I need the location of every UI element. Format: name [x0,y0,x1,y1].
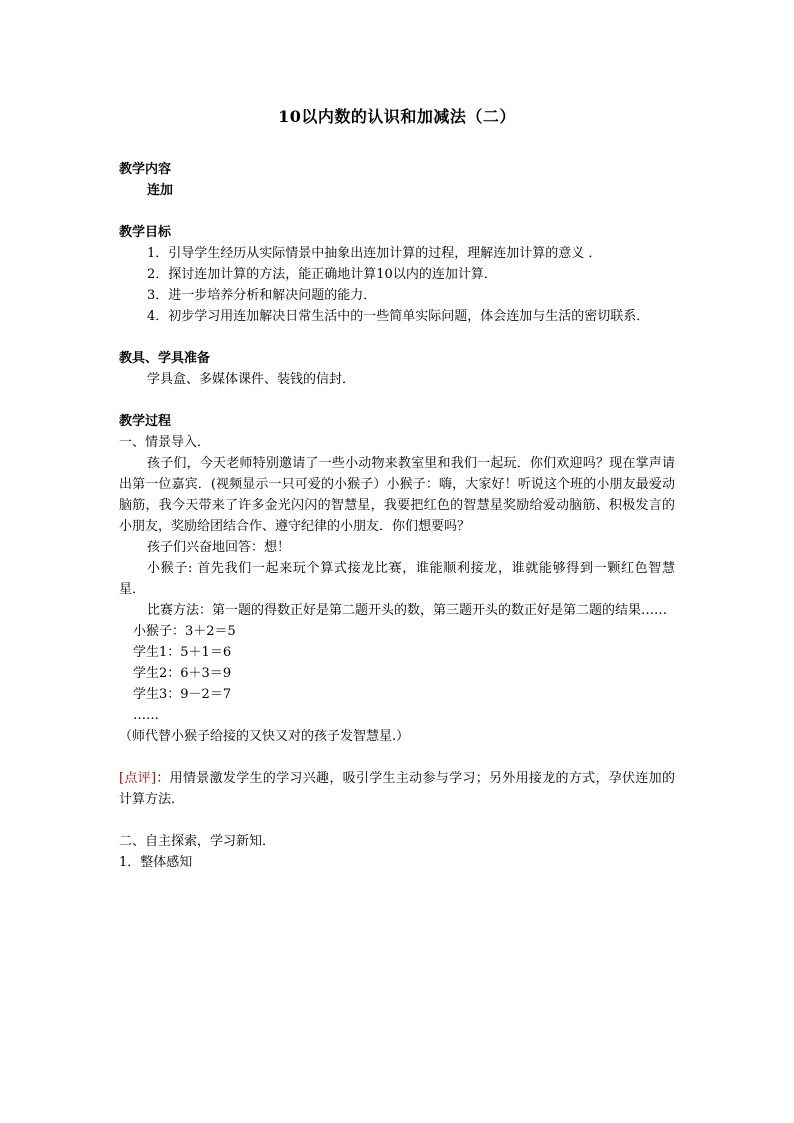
section-heading-process: 教学过程 [119,414,172,429]
tools-body: 学具盒、多媒体课件、装钱的信封． [147,372,356,387]
step-2-title: 二、自主探索，学习新知． [119,834,276,849]
equation-line: 学生2：6＋3＝9 [133,666,232,681]
comment-label: [点评] [119,771,157,786]
equation-line: …… [133,708,159,723]
spacer [119,747,675,768]
paragraph: 比赛方法：第一题的得数正好是第二题开头的数，第三题开头的数正好是第二题的结果…… [147,603,668,618]
equation-line: 学生1：5＋1＝6 [133,645,232,660]
teacher-note: （师代替小猴子给接的又快又对的孩子发智慧星.） [119,729,410,744]
spacer [119,327,675,348]
paragraph: 孩子们，今天老师特别邀请了一些小动物来教室里和我们一起玩．你们欢迎吗？现在掌声请出第一位嘉宾．(视频显示一只可爱的小猴子）小猴子：嗨，大家好！听说这个班的小朋友最爱动脑筋，我今天带来了许多金光闪闪的智慧星，我要把红色的智慧星奖励给爱动脑筋、积极发言的小朋友，奖励给团结合作、遵守纪律的小朋友．你们想要吗？ [119,456,675,534]
goal-item: 3．进一步培养分析和解决问题的能力． [147,288,377,303]
comment-text: ：用情景激发学生的学习兴趣，吸引学生主动参与学习；另外用接龙的方式，孕伏连加的计算方法． [119,771,675,807]
section-heading-goals: 教学目标 [119,225,172,240]
page-title: 10以内数的认识和加减法（二） [278,107,516,126]
spacer [119,201,675,222]
step-1-title: 一、情景导入． [119,435,211,450]
spacer [119,810,675,831]
paragraph: 孩子们兴奋地回答：想！ [147,540,291,555]
step-2-subtitle: 1．整体感知 [119,855,193,870]
comment-paragraph [119,768,675,810]
section-heading-tools: 教具、学具准备 [119,351,211,366]
paragraph: 小猴子: 首先我们一起来玩个算式接龙比赛，谁能顺利接龙，谁就能够得到一颗红色智慧星． [119,561,675,597]
goal-item: 2．探讨连加计算的方法，能正确地计算10以内的连加计算． [147,267,497,282]
document-body [119,159,675,873]
equation-line: 学生3：9－2＝7 [133,687,232,702]
section-heading-content: 教学内容 [119,162,172,177]
goal-item: 4．初步学习用连加解决日常生活中的一些简单实际问题，体会连加与生活的密切联系． [147,309,650,324]
goal-item: 1．引导学生经历从实际情景中抽象出连加计算的过程，理解连加计算的意义 ． [147,246,602,261]
spacer [119,390,675,411]
equation-line: 小猴子：3＋2＝5 [133,624,236,639]
content-body: 连加 [147,183,174,198]
